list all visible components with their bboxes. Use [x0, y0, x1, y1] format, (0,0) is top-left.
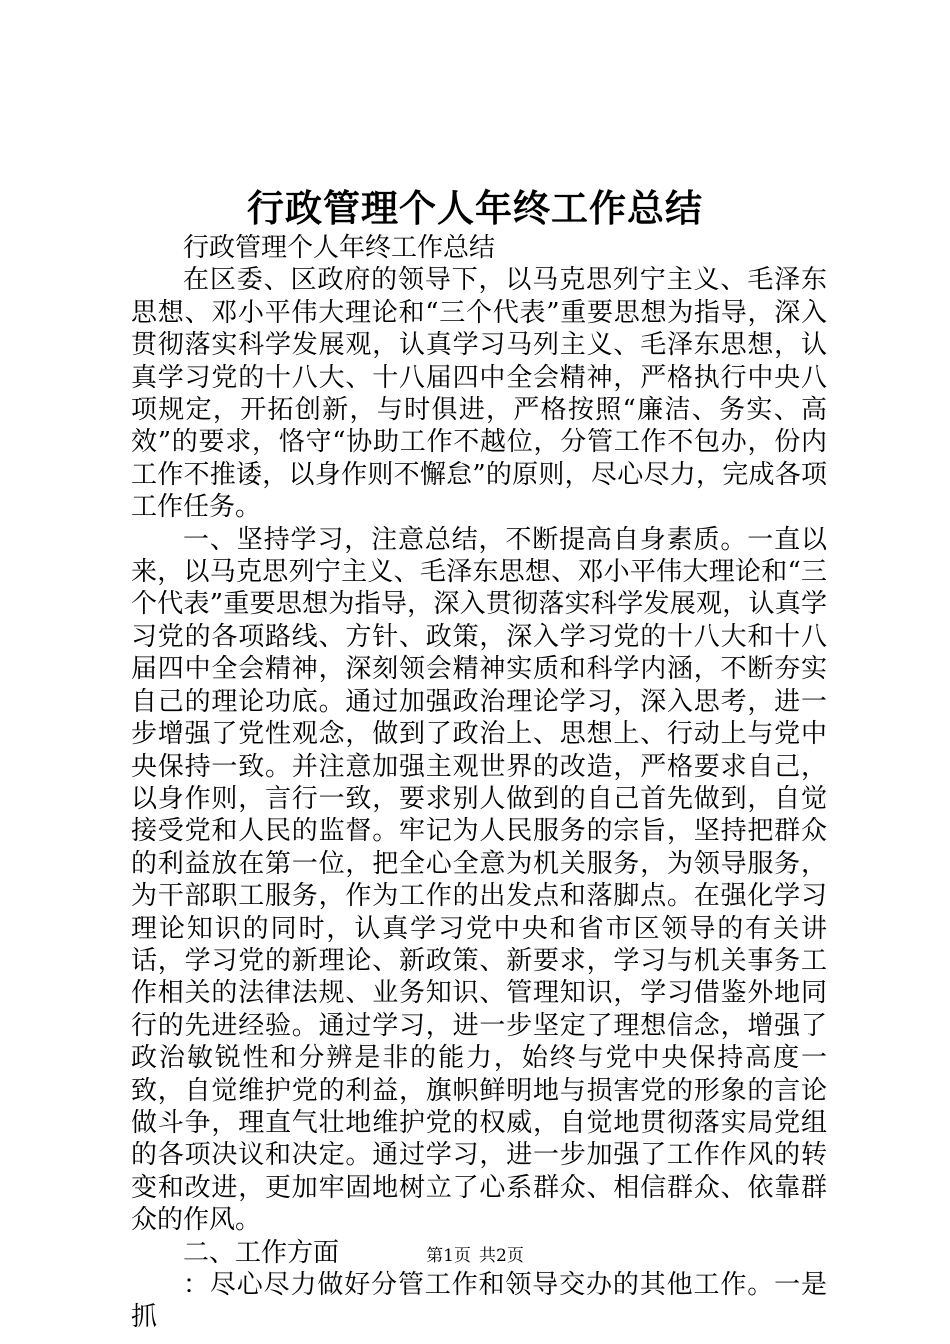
- paragraph-subtitle: 行政管理个人年终工作总结: [183, 233, 496, 263]
- document-title: 行政管理个人年终工作总结: [247, 186, 703, 230]
- paragraph-intro: 在区委、区政府的领导下，以马克思列宁主义、毛泽东思想、邓小平伟大理论和“三个代表”重要思想为指导，深入贯彻落实科学发展观，认真学习马列主义、毛泽东思想，认真学习党的十八大、十八届四中全会精神，严格执行中央八项规定，开拓创新，与时俱进，严格按照“廉洁、务实、高效”的要求，恪守“协助工作不越位，分管工作不包办，份内工作不推诿，以身作则不懈怠”的原则，尽心尽力，完成各项工作任务。: [131, 265, 827, 523]
- page-number: 第1页: [426, 1246, 471, 1266]
- document-body: [131, 232, 827, 1334]
- paragraph-section-one: 一、坚持学习，注意总结，不断提高自身素质。一直以来，以马克思列宁主义、毛泽东思想、邓小平伟大理论和“三个代表”重要思想为指导，深入贯彻落实科学发展观，认真学习党的各项路线、方针、政策，深入学习党的十八大和十八届四中全会精神，深刻领会精神实质和科学内涵，不断夯实自己的理论功底。通过加强政治理论学习，深入思考，进一步增强了党性观念，做到了政治上、思想上、行动上与党中央保持一致。并注意加强主观世界的改造，严格要求自己，以身作则，言行一致，要求别人做到的自己首先做到，自觉接受党和人民的监督。牢记为人民服务的宗旨，坚持把群众的利益放在第一位，把全心全意为机关服务，为领导服务，为干部职工服务，作为工作的出发点和落脚点。在强化学习理论知识的同时，认真学习党中央和省市区领导的有关讲话，学习党的新理论、新政策、新要求，学习与机关事务工作相关的法律法规、业务知识、管理知识，学习借鉴外地同行的先进经验。通过学习，进一步坚定了理想信念，增强了政治敏锐性和分辨是非的能力，始终与党中央保持高度一致，自觉维护党的利益，旗帜鲜明地与损害党的形象的言论做斗争，理直气壮地维护党的权威，自觉地贯彻落实局党组的各项决议和决定。通过学习，进一步加强了工作作风的转变和改进，更加牢固地树立了心系群众、相信群众、依靠群众的作风。: [131, 524, 827, 1236]
- paragraph-section-two-start: ：尽心尽力做好分管工作和领导交办的其他工作。一是抓: [131, 1270, 827, 1333]
- page-footer: [0, 1244, 950, 1268]
- paragraph-section-two-heading: 二、工作方面: [183, 1237, 340, 1268]
- page-total: 共2页: [479, 1246, 524, 1266]
